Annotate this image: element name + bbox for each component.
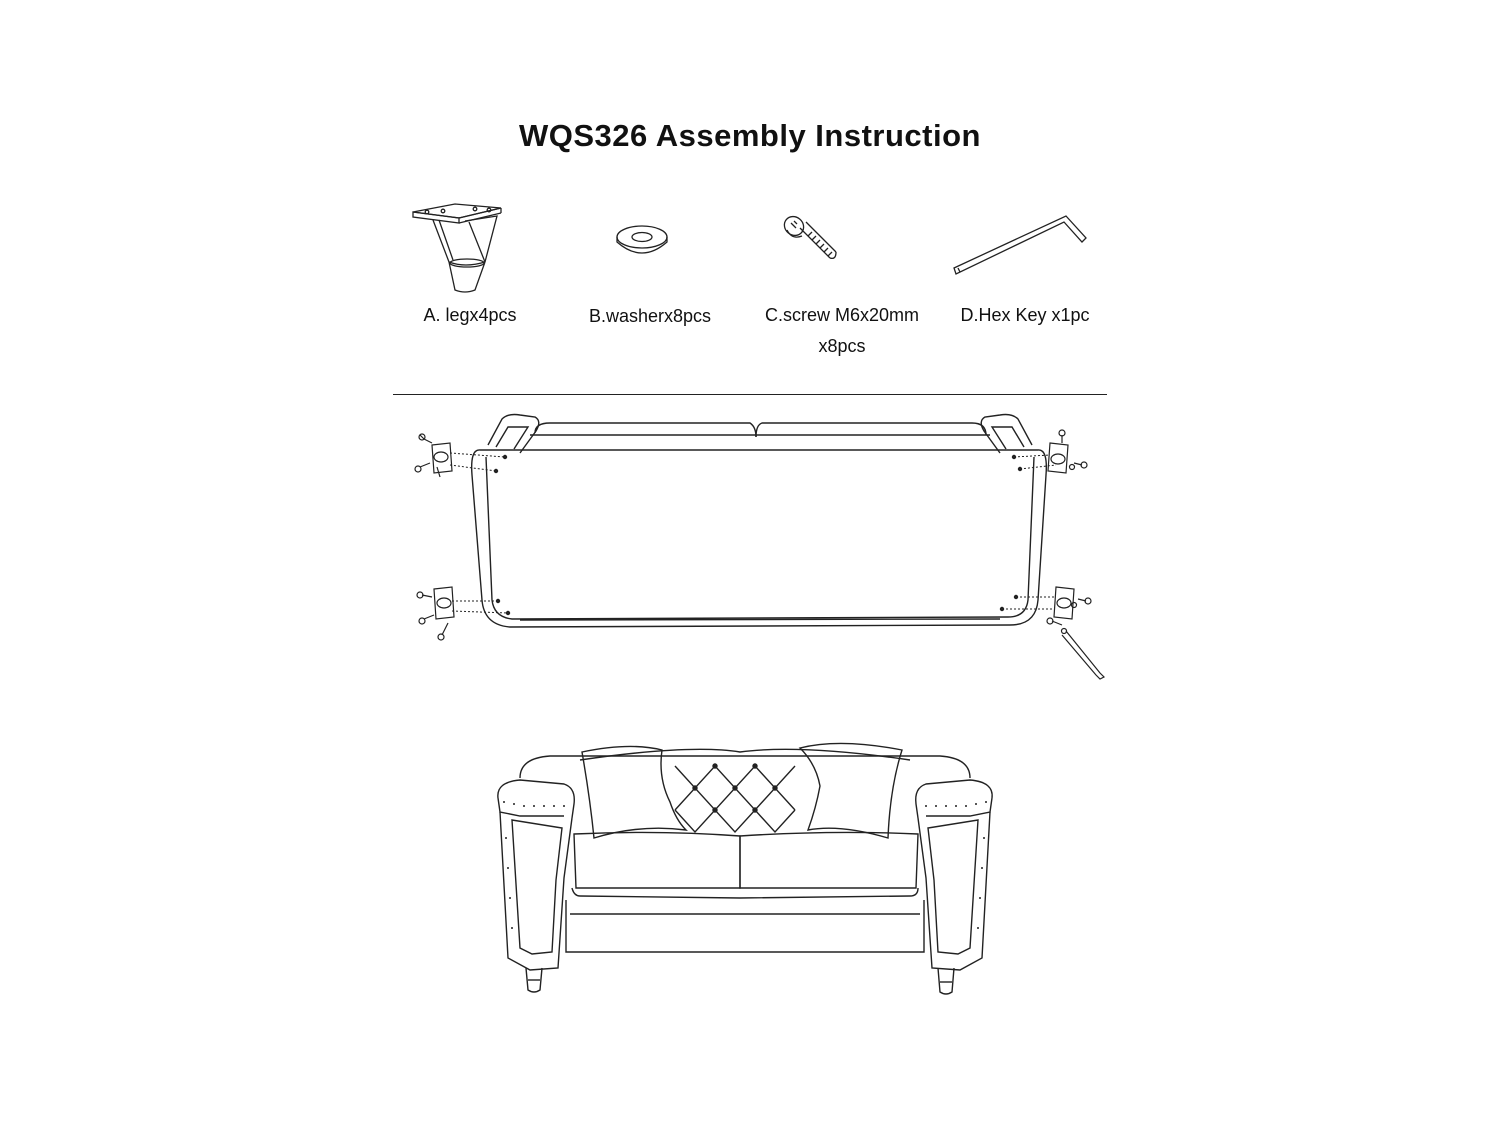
assembled-sofa-illustration (490, 738, 1000, 1003)
part-label-screw: C.screw M6x20mm (764, 305, 920, 325)
part-label-hex-key: D.Hex Key x1pc (960, 305, 1090, 325)
page-title: WQS326 Assembly Instruction (519, 118, 981, 153)
washer-icon (612, 222, 672, 258)
part-label-screw-qty: x8pcs (818, 336, 866, 356)
part-label-leg: A. legx4pcs (423, 305, 517, 325)
section-divider (393, 394, 1107, 395)
sofa-underside-diagram (410, 405, 1110, 690)
hex-key-icon (948, 210, 1092, 280)
screw-icon (778, 210, 842, 266)
part-label-washer: B.washerx8pcs (588, 306, 712, 326)
leg-icon (405, 190, 505, 295)
